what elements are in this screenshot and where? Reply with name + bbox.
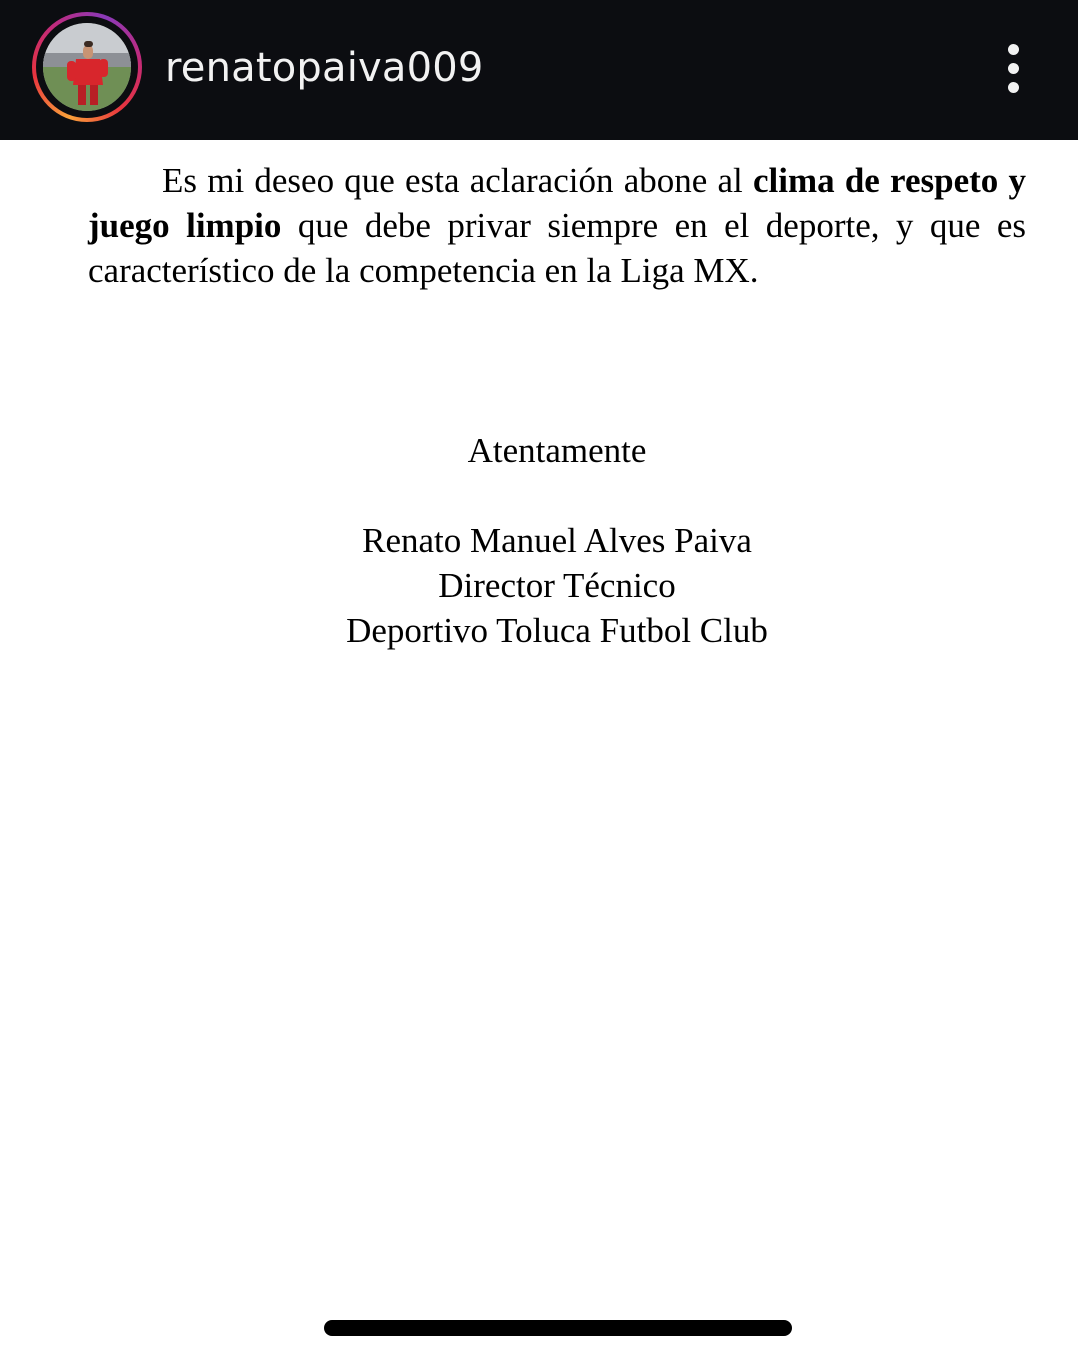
signature-club: Deportivo Toluca Futbol Club	[346, 611, 768, 650]
username[interactable]: renatopaiva009	[165, 45, 484, 91]
more-options-button[interactable]	[992, 38, 1036, 98]
paragraph-text-start: Es mi deseo que esta aclaración abone al	[162, 161, 753, 200]
more-vertical-icon-dot	[1008, 63, 1019, 74]
home-indicator-bar[interactable]	[324, 1320, 792, 1336]
signature-title: Director Técnico	[438, 566, 676, 605]
paragraph-bold-phrase: clima de respeto y juego limpio	[88, 161, 1026, 245]
profile-photo-icon	[43, 23, 131, 111]
avatar-story-ring[interactable]	[32, 12, 142, 122]
avatar-ring-gap	[36, 16, 138, 118]
letter-paragraph	[88, 158, 1026, 293]
story-header	[0, 0, 1078, 140]
more-vertical-icon-dot	[1008, 82, 1019, 93]
more-vertical-icon	[1008, 44, 1019, 55]
letter-document	[0, 140, 1078, 1349]
signature-name: Renato Manuel Alves Paiva	[362, 521, 752, 560]
closing-text: Atentamente	[467, 431, 647, 470]
avatar[interactable]	[43, 23, 131, 111]
paragraph-text-end: que debe privar siempre en el deporte, y que es característico de la competencia en la Liga MX.	[88, 206, 1027, 290]
